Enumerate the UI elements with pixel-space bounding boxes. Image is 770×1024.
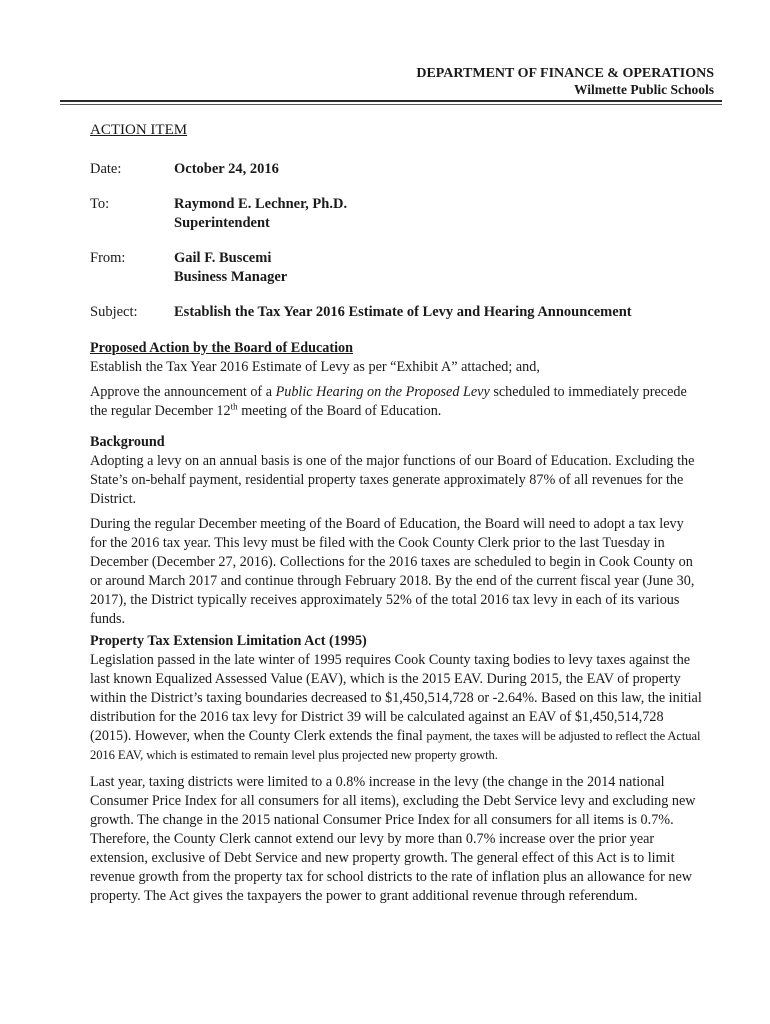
to-label: To: [90, 196, 110, 212]
header-rule-thick [60, 100, 722, 102]
date-label: Date: [90, 161, 122, 177]
department-header [416, 66, 714, 98]
ptell-paragraph-1-main: Legislation passed in the late winter of 1995 requires Cook County taxing bodies to levy taxes against the last known Equalized Assessed Value (EAV), which is the 2015 EAV. During 2015, the EAV of property within the District’s taxing boundaries decreased to $1,450,514,728 or -2.64%. Based on this law, the initial distribution for the 2016 tax levy for District 39 will be calculated against an EAV of $1,450,514,728 (2015). However, when the County Clerk extends the final [90, 652, 702, 744]
proposed-action-heading: Proposed Action by the Board of Education [90, 340, 354, 356]
to-title: Superintendent [174, 215, 270, 231]
p2-text-start: Approve the announcement of a [90, 384, 276, 400]
p2-text-middle: scheduled to immediately precede the regular December 12 [90, 384, 687, 419]
subject-label: Subject: [90, 304, 138, 320]
proposed-action-paragraph-2 [90, 383, 702, 421]
ptell-heading: Property Tax Extension Limitation Act (1995) [90, 633, 367, 649]
ordinal-superscript: th [230, 401, 238, 412]
subject-value: Establish the Tax Year 2016 Estimate of Levy and Hearing Announcement [174, 304, 632, 320]
background-heading: Background [90, 434, 165, 450]
p2-text-end: meeting of the Board of Education. [237, 403, 442, 419]
to-name: Raymond E. Lechner, Ph.D. [174, 196, 348, 212]
ptell-paragraph-1 [90, 651, 702, 765]
proposed-action-section [90, 339, 702, 421]
district-name: Wilmette Public Schools [574, 82, 714, 97]
background-paragraph-2: During the regular December meeting of the Board of Education, the Board will need to adopt a tax levy for the 2016 tax year. This levy must be filed with the Cook County Clerk prior to the last Tuesday in December (December 27, 2016). Collections for the 2016 taxes are scheduled to begin in Cook County on or around March 2017 and continue through February 2018. By the end of the current fiscal year (June 30, 2017), the District typically receives approximately 52% of the total 2016 tax levy in each of its various funds. [90, 516, 695, 627]
ptell-section [90, 632, 702, 906]
from-label: From: [90, 250, 126, 266]
from-name: Gail F. Buscemi [174, 250, 272, 266]
action-item-title: ACTION ITEM [90, 122, 188, 138]
header-rule-thin [60, 104, 722, 105]
background-paragraph-1: Adopting a levy on an annual basis is one of the major functions of our Board of Education. Excluding the State’s on-behalf payment, residential property taxes generate approximately 87% of all revenues for the District. [90, 453, 695, 507]
ptell-paragraph-2: Last year, taxing districts were limited to a 0.8% increase in the levy (the change in the 2014 national Consumer Price Index for all consumers for all items), excluding the Debt Service levy and excluding new growth. The change in the 2015 national Consumer Price Index for all consumers for all items is 0.7%. Therefore, the County Clerk cannot extend our levy by more than 0.7% increase over the prior year extension, exclusive of Debt Service and new property growth. The general effect of this Act is to limit revenue growth from the property tax for school districts to the rate of inflation plus an allowance for new property. The Act gives the taxpayers the power to grant additional revenue through referendum. [90, 774, 696, 904]
ptell-paragraph-1-small: payment, the taxes will be adjusted to reflect the Actual 2016 EAV, which is estimated to remain level plus projected new property growth. [90, 729, 701, 762]
department-name: DEPARTMENT OF FINANCE & OPERATIONS [416, 66, 714, 81]
background-section [90, 433, 702, 629]
proposed-action-paragraph-1: Establish the Tax Year 2016 Estimate of Levy as per “Exhibit A” attached; and, [90, 359, 540, 375]
from-title: Business Manager [174, 269, 288, 285]
date-value: October 24, 2016 [174, 161, 279, 177]
public-hearing-italic: Public Hearing on the Proposed Levy [275, 384, 490, 400]
